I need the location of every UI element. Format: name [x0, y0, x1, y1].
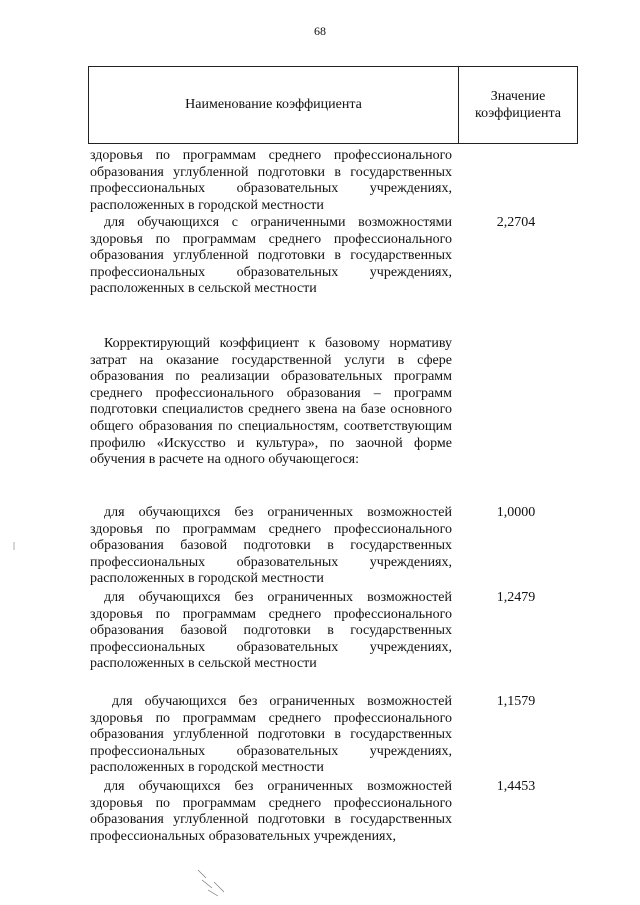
coefficient-value: 1,2479 — [496, 590, 536, 605]
column-header-name: Наименование коэффициента — [185, 97, 362, 112]
coefficient-value: 2,2704 — [496, 215, 536, 230]
coefficient-value: 1,4453 — [496, 779, 536, 794]
row-text: для обучающихся без ограниченных возможностей здоровья по программам среднего профессионального образования углубленной подготовки в государственных профессиональных образовательных учреждениях, — [90, 779, 452, 844]
row-text: здоровья по программам среднего профессионального образования углубленной подготовки в государственных профессиональных образовательных учреждениях, расположенных в городской местности — [90, 148, 452, 213]
coefficient-value: 1,0000 — [496, 505, 536, 520]
row-text: для обучающихся с ограниченными возможностями здоровья по программам среднего профессионального образования углубленной подготовки в государственных профессиональных образовательных учреждениях, расположенных в сельской местности — [90, 215, 452, 297]
column-header-value: Значение коэффициента — [475, 89, 561, 121]
pen-scribble — [196, 868, 230, 898]
margin-speck — [12, 542, 16, 550]
row-text: для обучающихся без ограниченных возможностей здоровья по программам среднего профессионального образования базовой подготовки в государственных профессиональных образовательных учреждениях, расположенных в городской местности — [90, 505, 452, 587]
table-header — [88, 66, 578, 144]
row-text: для обучающихся без ограниченных возможностей здоровья по программам среднего профессионального образования углубленной подготовки в государственных профессиональных образовательных учреждениях, расположенных в городской местности — [90, 694, 452, 776]
coefficient-value: 1,1579 — [496, 694, 536, 709]
page-number: 68 — [314, 24, 326, 38]
row-text: Корректирующий коэффициент к базовому нормативу затрат на оказание государственной услуги в сфере образования по реализации образовательных программ среднего профессионального образования – программ подготовки специалистов среднего звена на базе основного общего образования по специальностям, соответствующим профилю «Искусство и культура», по заочной форме обучения в расчете на одного обучающегося: — [90, 336, 452, 468]
row-text: для обучающихся без ограниченных возможностей здоровья по программам среднего профессионального образования базовой подготовки в государственных профессиональных образовательных учреждениях, расположенных в сельской местности — [90, 590, 452, 672]
